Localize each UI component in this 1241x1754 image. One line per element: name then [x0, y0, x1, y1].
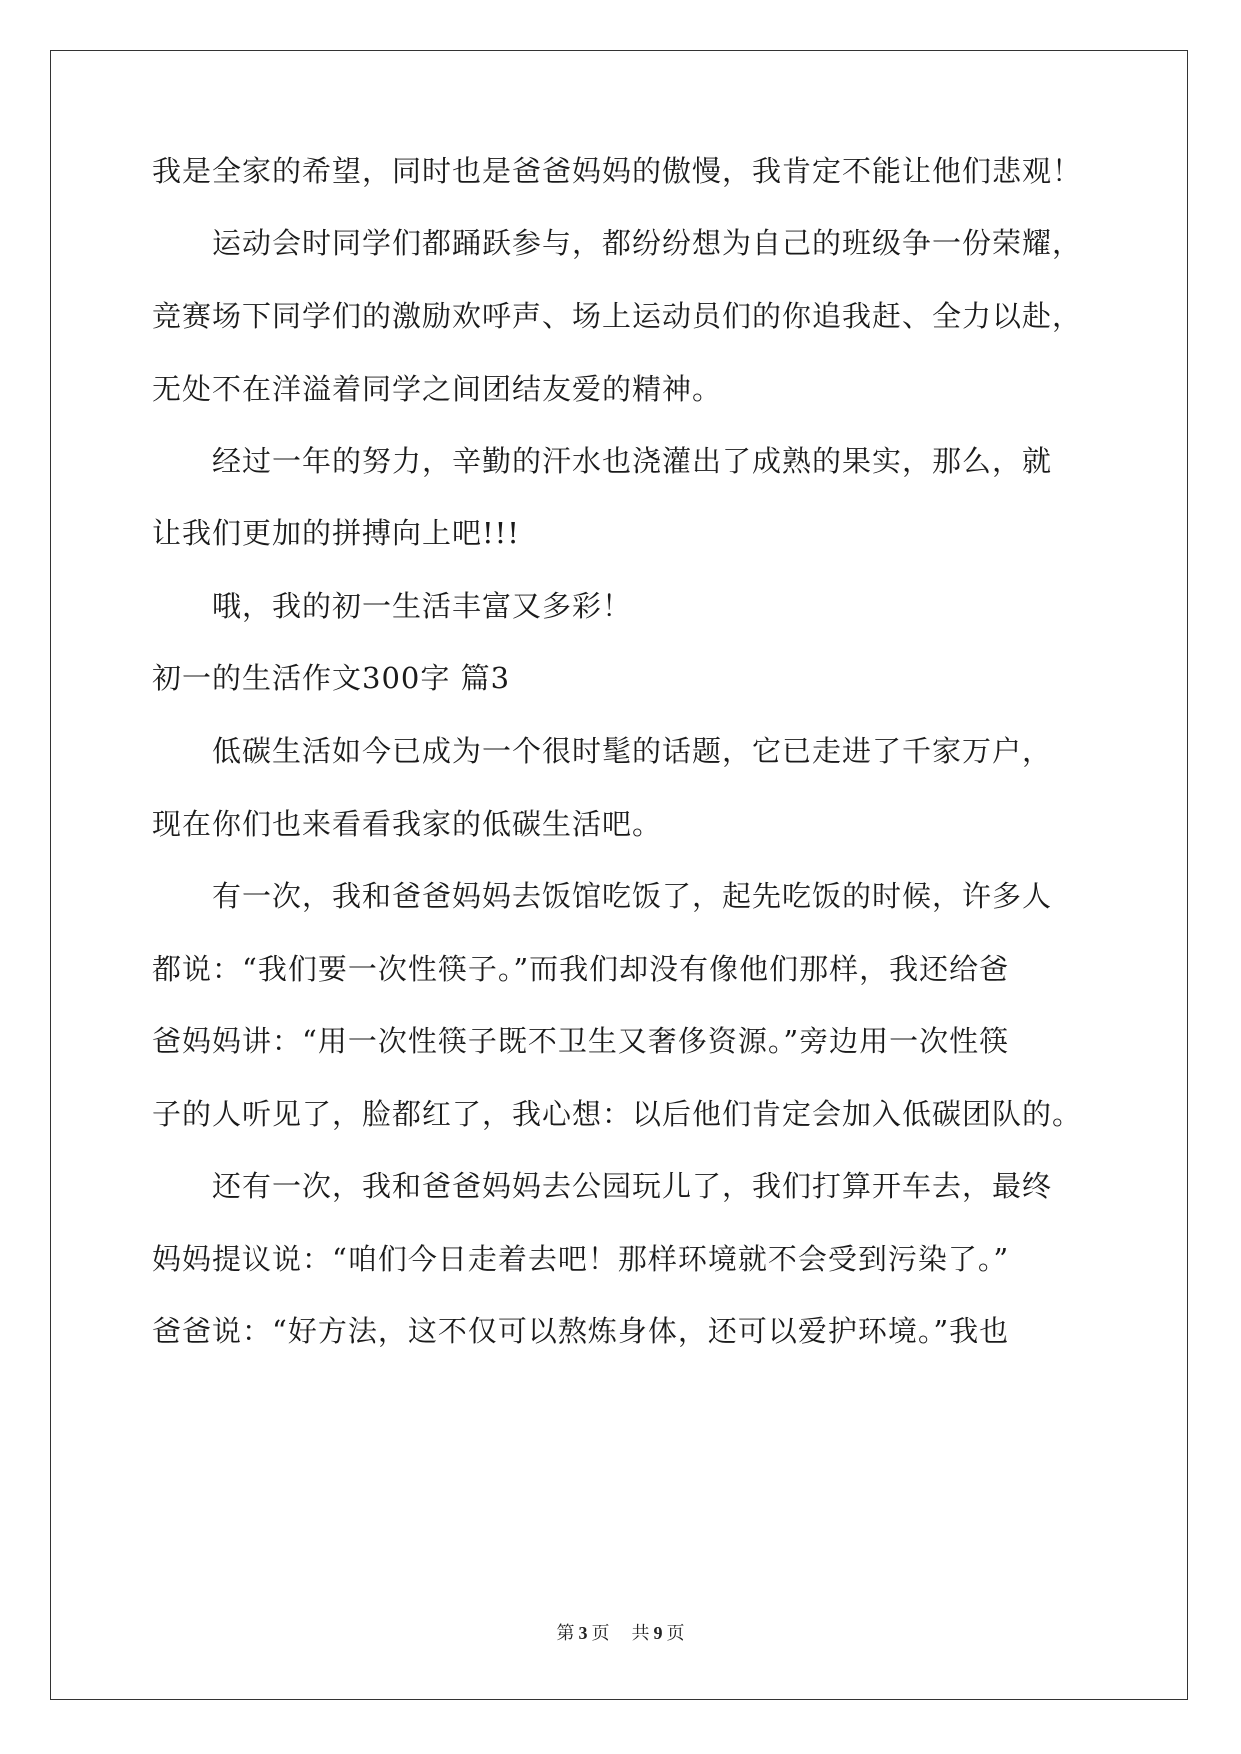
total-prefix: 共 [631, 1623, 650, 1644]
total-suffix: 页 [666, 1623, 685, 1644]
text-line-11: 有一次，我和爸爸妈妈去饭馆吃饭了，起先吃饭的时候，许多人 [212, 879, 1053, 913]
text-line-16: 妈妈提议说：“咱们今日走着去吧！那样环境就不会受到污染了。” [152, 1242, 1010, 1276]
text-line-14: 子的人听见了，脸都红了，我心想：以后他们肯定会加入低碳团队的。 [152, 1097, 1083, 1131]
text-line-13: 爸妈妈讲：“用一次性筷子既不卫生又奢侈资源。”旁边用一次性筷 [152, 1024, 1010, 1058]
text-line-6: 让我们更加的拼搏向上吧!!! [152, 516, 520, 550]
page-footer [0, 1621, 1241, 1646]
page-suffix: 页 [591, 1623, 610, 1644]
text-line-4: 无处不在洋溢着同学之间团结友爱的精神。 [152, 372, 723, 406]
text-line-9: 低碳生活如今已成为一个很时髦的话题，它已走进了千家万户， [212, 734, 1053, 768]
text-line-10: 现在你们也来看看我家的低碳生活吧。 [152, 807, 663, 841]
text-line-2: 运动会时同学们都踊跃参与，都纷纷想为自己的班级争一份荣耀， [212, 226, 1083, 260]
text-line-12: 都说：“我们要一次性筷子。”而我们却没有像他们那样，我还给爸 [152, 952, 1010, 986]
total-pages: 9 [653, 1623, 663, 1643]
page-number: 3 [578, 1623, 588, 1643]
section-heading: 初一的生活作文300字 篇3 [152, 661, 511, 695]
text-line-7: 哦，我的初一生活丰富又多彩！ [212, 589, 633, 623]
text-line-1: 我是全家的希望，同时也是爸爸妈妈的傲慢，我肯定不能让他们悲观！ [152, 154, 1083, 188]
text-line-15: 还有一次，我和爸爸妈妈去公园玩儿了，我们打算开车去，最终 [212, 1169, 1053, 1203]
text-line-17: 爸爸说：“好方法，这不仅可以熬炼身体，还可以爱护环境。”我也 [152, 1314, 1010, 1348]
text-line-5: 经过一年的努力，辛勤的汗水也浇灌出了成熟的果实，那么，就 [212, 444, 1053, 478]
page-prefix: 第 [556, 1623, 575, 1644]
text-line-3: 竞赛场下同学们的激励欢呼声、场上运动员们的你追我赶、全力以赴， [152, 299, 1083, 333]
